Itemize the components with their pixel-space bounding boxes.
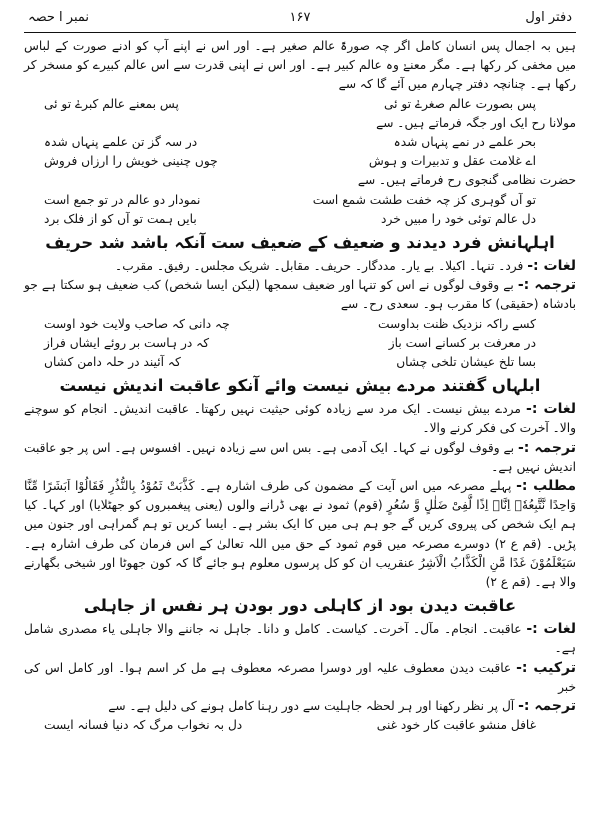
verse-couplet xyxy=(24,315,576,334)
paragraph-text: فرد۔ تنہا۔ اکیلا۔ بے یار۔ مددگار۔ حریف۔ مقابل۔ شریک مجلس۔ رفیق۔ مقرب۔ xyxy=(115,259,524,274)
verse-hemistich-left: کہ آئیند در حلہ دامن کشاں xyxy=(44,355,181,370)
section-label: ترجمہ :- xyxy=(518,698,576,715)
header-part-label: نمبر ا حصہ xyxy=(28,10,90,25)
paragraph xyxy=(24,620,576,658)
section-label: مطلب :- xyxy=(516,478,577,495)
verse-couplet xyxy=(24,133,576,152)
section-label: لغات :- xyxy=(526,621,576,638)
verse-hemistich-right: تو آں گوہری کز چہ خفت طشت شمع است xyxy=(312,192,536,207)
verse-hemistich-right: غافل منشو عاقبت کار خود غنی xyxy=(376,718,536,733)
verse-hemistich-right: اے غلامت عقل و تدبیرات و ہوش xyxy=(368,154,536,169)
paragraph-text: بے وقوف لوگوں نے کہا۔ ایک آدمی ہے۔ بس اس سے زیادہ نہیں۔ افسوس ہے۔ اس پر جو عاقبت اندیش نہیں ہے۔ xyxy=(24,440,576,474)
paragraph xyxy=(24,400,576,438)
main-verse: عاقبت دیدن بود از کاہلی دور بودن ہر نفس از جاہلی xyxy=(83,596,517,616)
header-book-title: دفتر اول xyxy=(525,10,572,25)
paragraph xyxy=(24,257,576,276)
paragraph-text: پہلے مصرعہ میں اس آیت کے مضمون کی طرف اشارہ ہے۔ کَذَّبَتْ ثَمُوْدُ بِالنُّذُرِ فَقَالُوْا اَبَشَرًا مِّنَّا وَاحِدًا نَّتَّبِعُهٗۤ اِنَّاۤ اِذًا لَّفِیْ ضَلٰلٍ وَّ سُعُرٍ (قوم) ثمود نے بھی ڈرانے والوں (یعنی پیغمبروں کو جھٹلایا) اور کہا۔ کیا ہم ایک شخص کی پیروی کریں گے جو ہم ہی میں کا ایک بشر ہے۔ ایسا کریں تو ہم گمراہی اور جنون میں پڑیں۔ (قم ع ۲) دوسرے مصرعہ میں قوم ثمود کے حق میں اللہ تعالیٰ کے اس فرمان کی طرف اشارہ ہے۔ سَیَعْلَمُوْنَ غَدًا مَّنِ الْكَذَّابُ الْاَشِرُ عنقریب ان کو کل پرسوں معلوم ہو جائے گا کہ کون جھوٹا اور شیخی بگھارنے والا ہے۔ (قم ع ۲) xyxy=(24,479,576,590)
page-header xyxy=(24,6,576,33)
page-number: ۱۶۷ xyxy=(289,10,311,25)
verse-hemistich-right: در معرفت بر کسانے است باز xyxy=(388,335,536,350)
paragraph-text: آل پر نظر رکھنا اور ہر لحظہ جاہلیت سے دور رہنا کامل ہونے کی دلیل ہے۔ سے xyxy=(108,699,515,714)
verse-hemistich-left: بایں ہمت تو آں کو از فلک برد xyxy=(44,211,197,226)
verse-hemistich-left: چہ دانی کہ صاحب ولایت خود اوست xyxy=(44,316,230,331)
verse-hemistich-right: دل عالم توئی خود را مبیں خرد xyxy=(381,211,536,226)
main-verse: اہلہانش فرد دیدند و ضعیف کے ضعیف ست آنکہ باشد شد حریف xyxy=(45,233,555,253)
main-verse: ابلہاں گفتند مردے بیش نیست وائے آنکو عاقبت اندیش نیست xyxy=(59,376,541,396)
paragraph xyxy=(24,37,576,95)
section-label: لغات :- xyxy=(527,258,576,275)
paragraph xyxy=(24,439,576,477)
paragraph-text: مولانا رح ایک اور جگہ فرماتے ہیں۔ سے xyxy=(376,115,576,130)
paragraph xyxy=(24,697,576,716)
paragraph-text: مردے بیش نیست۔ ایک مرد سے زیادہ کوئی حیثیت نہیں رکھتا۔ عاقبت اندیش۔ انجام کو سوچنے والا۔ آخرت کی فکر کرنے والا۔ xyxy=(24,402,576,436)
paragraph xyxy=(24,114,576,133)
verse-hemistich-left: در سہ گز تن علمے پنہاں شدہ xyxy=(44,135,198,150)
verse-hemistich-left: پس بمعنے عالم کبرےٰ تو ئی xyxy=(44,96,179,111)
verse-hemistich-right: کسے راکہ نزدیک ظنت بداوست xyxy=(378,316,536,331)
section-label: لغات :- xyxy=(526,401,576,418)
verse-couplet xyxy=(24,210,576,229)
paragraph-text: حضرت نظامی گنجوی رح فرماتے ہیں۔ سے xyxy=(357,173,576,188)
verse-couplet xyxy=(24,191,576,210)
paragraph-text: بے وقوف لوگوں نے اس کو تنہا اور ضعیف سمجھا (لیکن ایسا شخص) کب ضعیف ہو سکتا ہے جو بادشاہ (حقیقی) کا مقرب ہو۔ سعدی رح۔ سے xyxy=(24,278,576,312)
verse-couplet xyxy=(24,152,576,171)
verse-couplet xyxy=(24,716,576,735)
verse-hemistich-left: چوں چنینی خویش را ارزاں فروش xyxy=(44,154,218,169)
section-label: ترجمہ :- xyxy=(518,439,576,456)
verse-couplet xyxy=(24,334,576,353)
verse-hemistich-left: نمودار دو عالم در تو جمع است xyxy=(44,192,201,207)
paragraph xyxy=(24,276,576,314)
verse-hemistich-right: پس بصورت عالم صغرےٰ تو ئی xyxy=(383,96,536,111)
paragraph-text: عاقبت۔ انجام۔ مآل۔ آخرت۔ کیاست۔ کامل و دانا۔ جاہل نہ جاننے والا جاہلی یاء مصدری شامل ہے۔ xyxy=(24,622,576,656)
paragraph xyxy=(24,477,576,592)
verse-hemistich-left: دل بہ نخواب مرگ کہ دنیا فسانہ ایست xyxy=(44,718,243,733)
paragraph-text: ہیں بہ اجمال پس انسان کامل اگر چہ صورۃً عالم صغیر ہے۔ اور اس نے اپنے آپ کو ادنے صورت کے لباس میں مخفی کر رکھا ہے۔ مگر معنےٰ وہ عالم کبیر ہے۔ اور اس نے اپنی قدرت سے اس عالم کبیرے کو مسخر کر رکھا ہے۔ چنانچہ دفتر چہارم میں آئے گا کہ سے xyxy=(24,39,576,92)
verse-hemistich-left: کہ در ہاست بر روئے ایشاں فراز xyxy=(44,335,210,350)
paragraph xyxy=(24,659,576,697)
verse-couplet xyxy=(24,95,576,114)
page-body xyxy=(24,37,576,736)
section-label: ترجمہ :- xyxy=(517,277,576,294)
verse-hemistich-right: بسا تلخ عیشان تلخی چشاں xyxy=(396,355,536,370)
paragraph xyxy=(24,171,576,190)
verse-hemistich-right: بحر علمے در نمے پنہاں شدہ xyxy=(393,135,536,150)
verse-couplet xyxy=(24,353,576,372)
paragraph-text: عاقبت دیدن معطوف علیہ اور دوسرا مصرعہ معطوف ہے مل کر اسم ہوا۔ اور کامل اس کی خبر xyxy=(24,660,576,694)
section-label: ترکیب :- xyxy=(516,659,576,676)
